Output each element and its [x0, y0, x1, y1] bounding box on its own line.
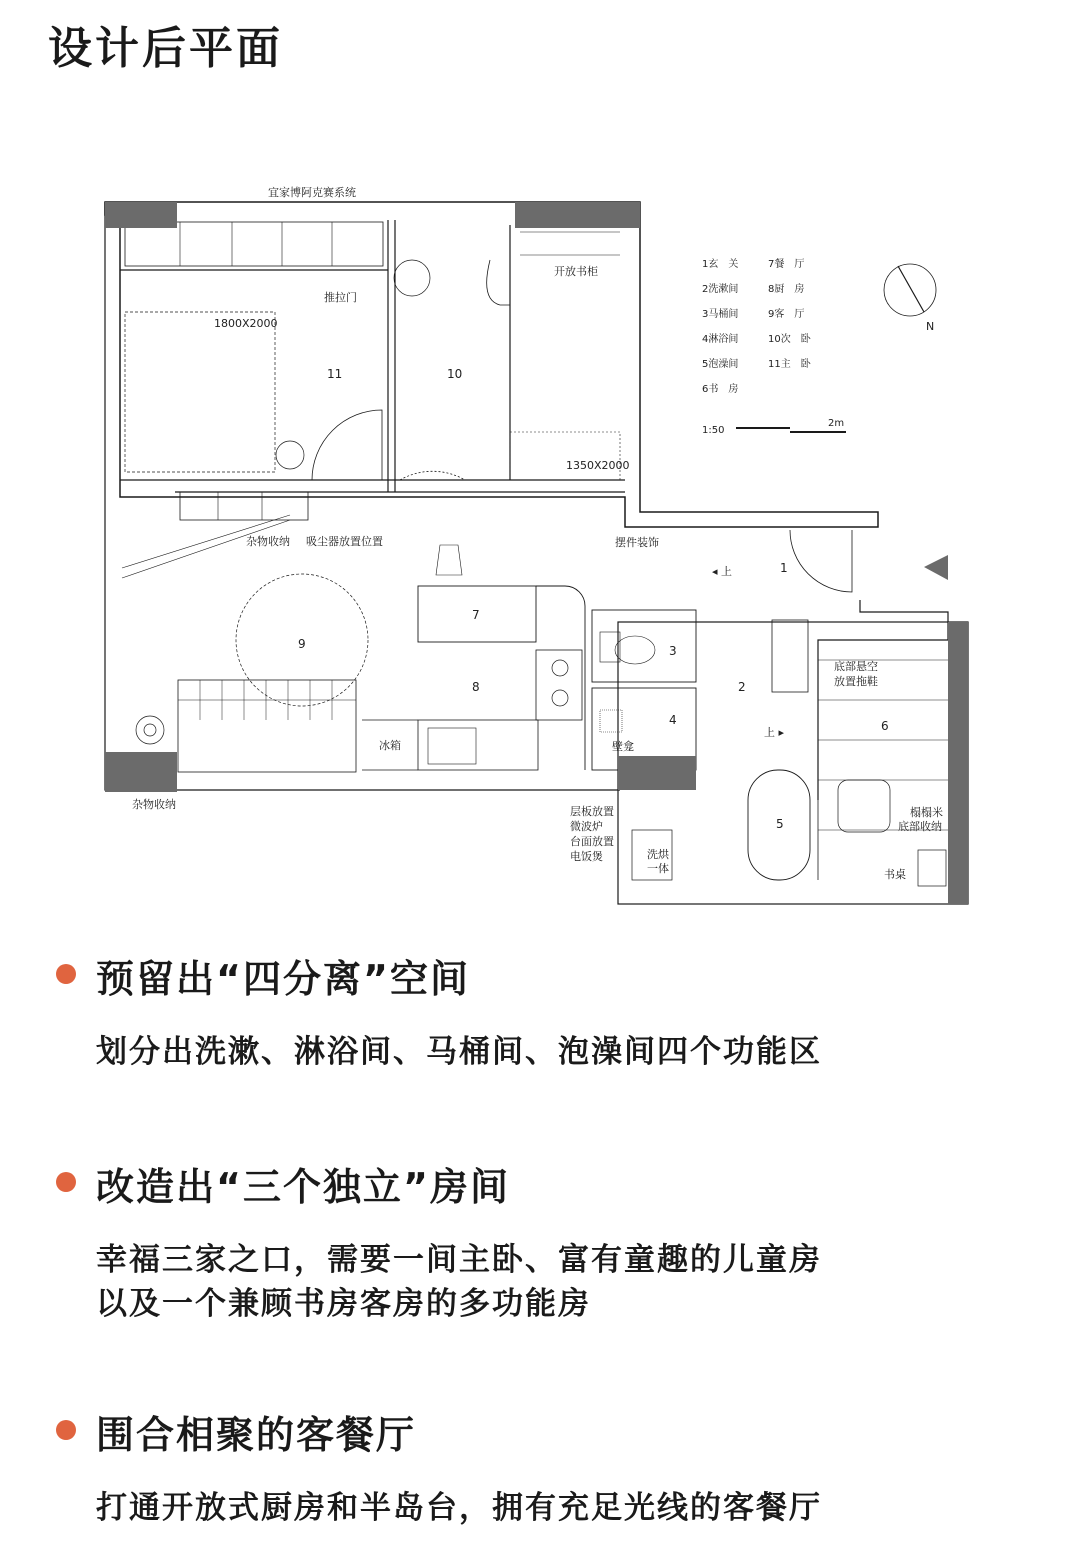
- north-arrow: [884, 264, 936, 316]
- sofa: [178, 680, 356, 772]
- north-label: N: [926, 320, 935, 333]
- label-tatami: 榻榻米底部收纳: [898, 806, 943, 833]
- room-number-6: 6: [881, 719, 889, 733]
- outer-wall-west: [105, 202, 620, 790]
- legend-item: 3马桶间: [702, 309, 739, 320]
- label-washer: 洗烘一体: [647, 848, 669, 875]
- section-body: 划分出洗漱、淋浴间、马桶间、泡澡间四个功能区: [96, 1034, 822, 1070]
- floor-plan: [0, 160, 1080, 920]
- legend-item: 9客 厅: [768, 309, 805, 320]
- label-ikea: 宜家博阿克赛系统: [268, 186, 356, 199]
- outer-wall: [105, 202, 878, 527]
- section-body: 幸福三家之口，需要一间主卧、富有童趣的儿童房 以及一个兼顾书房客房的多功能房: [96, 1242, 822, 1322]
- label-fridge: 冰箱: [379, 739, 401, 752]
- scale-label: 1:50: [702, 425, 725, 436]
- bed-master: [125, 312, 275, 472]
- legend-item: 8厨 房: [768, 284, 805, 295]
- legend-item: 11主 卧: [768, 359, 811, 370]
- wash-basin: [772, 620, 808, 692]
- label-shoe: 底部悬空放置拖鞋: [834, 660, 878, 688]
- label-shelf: 层板放置微波炉台面放置电饭煲: [570, 805, 614, 863]
- label-storage-top: 杂物收纳: [246, 535, 290, 548]
- label-desk: 书桌: [884, 868, 906, 881]
- label-up-2: 上 ▸: [764, 726, 785, 739]
- label-niche: 壁龛: [612, 740, 634, 753]
- legend-item: 10次 卧: [768, 334, 811, 345]
- label-bed-master: 1800X2000: [214, 317, 278, 330]
- room-number-10: 10: [447, 367, 463, 381]
- label-up-1: ◂ 上: [712, 565, 733, 578]
- label-sliding-door: 推拉门: [324, 291, 357, 304]
- room-number-5: 5: [776, 817, 784, 831]
- legend-item: 7餐 厅: [768, 259, 805, 270]
- page-title: 设计后平面: [48, 23, 283, 74]
- legend-item: 2洗漱间: [702, 284, 739, 295]
- bullet-icon: [56, 964, 76, 984]
- legend-item: 5泡澡间: [702, 359, 739, 370]
- bullet-icon: [56, 1420, 76, 1440]
- room-number-2: 2: [738, 680, 746, 694]
- legend-item: 6书 房: [702, 384, 739, 395]
- section-heading: 改造出“三个独立”房间: [96, 1165, 510, 1209]
- label-vacuum: 吸尘器放置位置: [306, 535, 383, 548]
- toilet-room: [592, 610, 696, 682]
- room-number-8: 8: [472, 680, 480, 694]
- room-number-7: 7: [472, 608, 480, 622]
- scale-length: 2m: [828, 418, 845, 429]
- legend-item: 4淋浴间: [702, 334, 739, 345]
- label-display: 摆件装饰: [615, 536, 659, 549]
- room-number-11: 11: [327, 367, 343, 381]
- section-body: 打通开放式厨房和半岛台，拥有充足光线的客餐厅: [96, 1490, 822, 1526]
- room-number-3: 3: [669, 644, 677, 658]
- label-storage-bottom: 杂物收纳: [132, 798, 176, 811]
- room-number-4: 4: [669, 713, 677, 727]
- section-heading: 预留出“四分离”空间: [96, 957, 470, 1001]
- section-heading: 围合相聚的客餐厅: [96, 1413, 417, 1457]
- legend-item: 1玄 关: [702, 259, 739, 270]
- room-number-1: 1: [780, 561, 788, 575]
- legend: [702, 257, 812, 395]
- room-number-9: 9: [298, 637, 306, 651]
- bullet-icon: [56, 1172, 76, 1192]
- label-bed-kids: 1350X2000: [566, 459, 630, 472]
- label-open-bookcase: 开放书柜: [554, 265, 598, 278]
